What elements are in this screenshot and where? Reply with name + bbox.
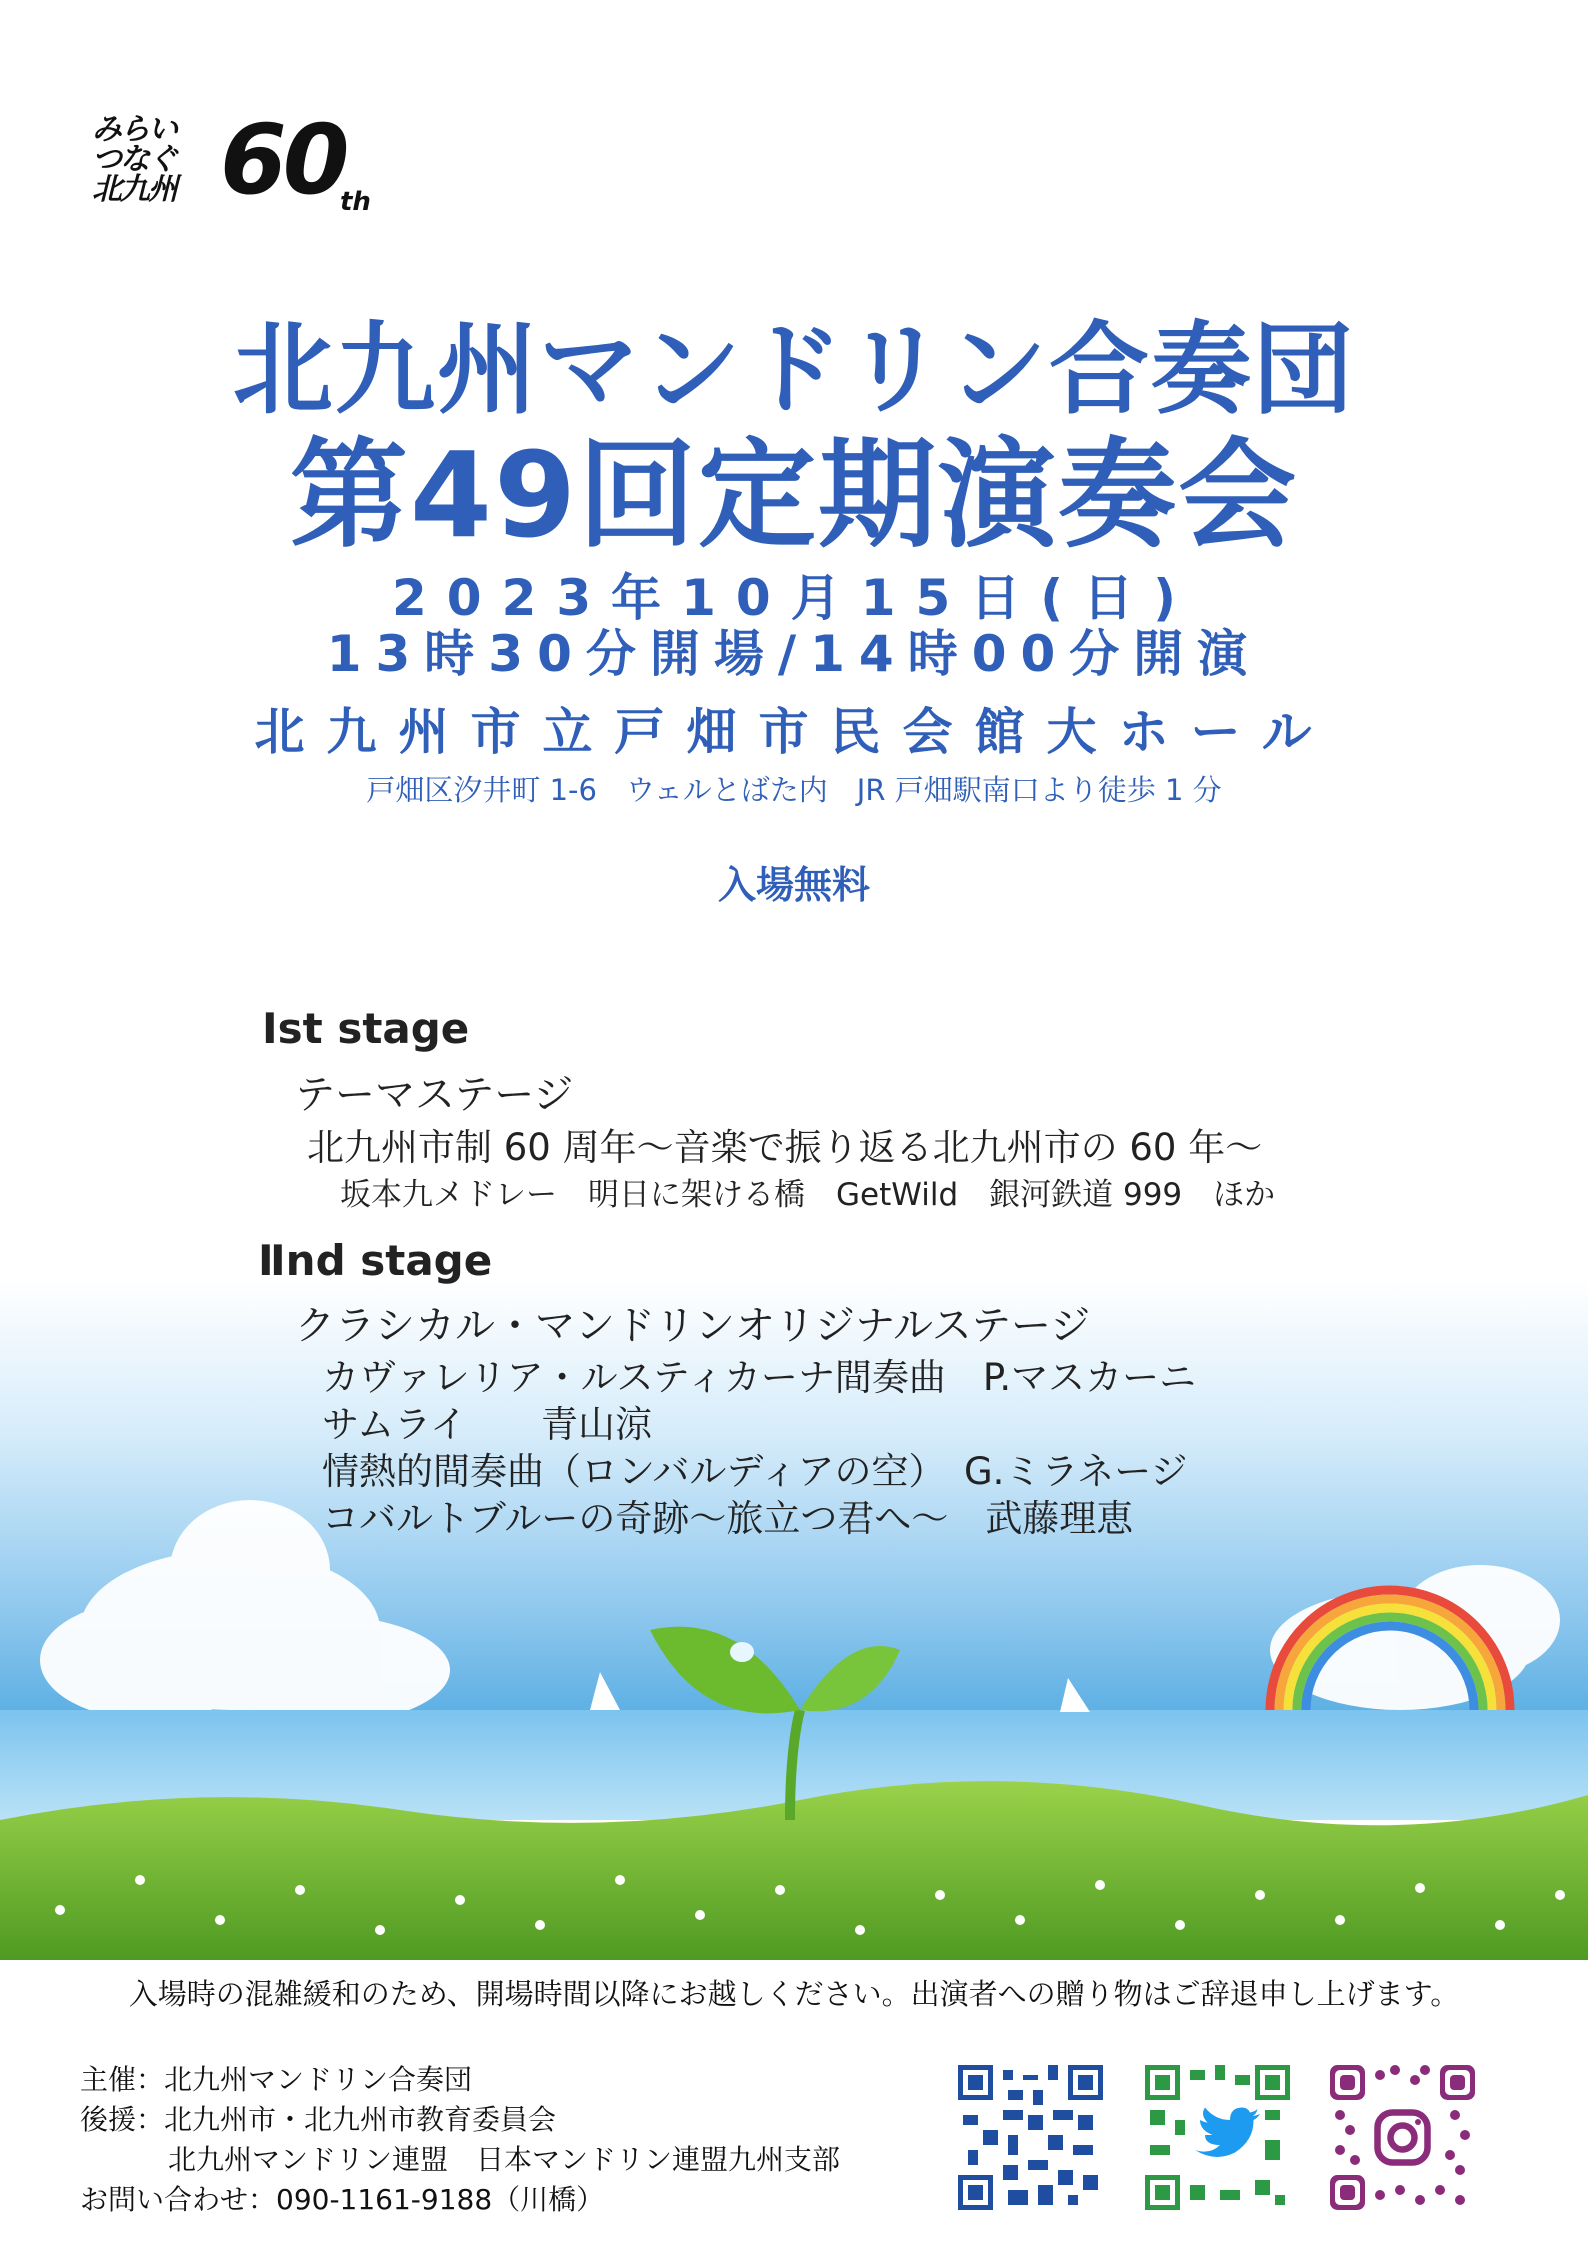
organizer: 主催：北九州マンドリン合奏団	[80, 2063, 473, 2096]
stage2-piece: 情熱的間奏曲（ロンバルディアの空） G.ミラネージ	[322, 1450, 1188, 1493]
footer-info	[80, 2060, 840, 2220]
stage2-piece: サムライ 青山涼	[322, 1403, 653, 1446]
support-line-2: 北九州マンドリン連盟 日本マンドリン連盟九州支部	[168, 2143, 841, 2176]
admission-label: 入場無料	[717, 863, 870, 907]
instagram-icon	[1378, 2113, 1428, 2163]
concert-date: 2023年10月15日(日)	[391, 569, 1197, 627]
contact: お問い合わせ：090-1161-9188（川橋）	[80, 2183, 605, 2216]
support-line-1: 後援：北九州市・北九州市教育委員会	[80, 2103, 557, 2136]
stage2-subtitle: クラシカル・マンドリンオリジナルステージ	[295, 1303, 1091, 1349]
concert-time: 13時30分開場/14時00分開演	[326, 625, 1262, 683]
stage2-piece: コバルトブルーの奇跡～旅立つ君へ～ 武藤理恵	[322, 1497, 1134, 1540]
stage1-heading: Ⅰst stage	[262, 1004, 470, 1053]
logo-text: みらい つなぐ 北九州	[92, 112, 176, 207]
anniversary-logo	[92, 105, 392, 225]
concert-title: 第49回定期演奏会	[289, 426, 1299, 564]
logo-number: 60	[220, 104, 346, 216]
venue-address: 戸畑区汐井町 1-6 ウェルとばた内 JR 戸畑駅南口より徒歩 1 分	[366, 773, 1222, 807]
stage1-pieces: 坂本九メドレー 明日に架ける橋 GetWild 銀河鉄道 999 ほか	[340, 1177, 1276, 1213]
qr-code-icon[interactable]	[958, 2065, 1103, 2210]
logo-suffix: th	[340, 187, 371, 217]
stage2-piece: カヴァレリア・ルスティカーナ間奏曲 P.マスカーニ	[322, 1356, 1197, 1399]
orchestra-name: 北九州マンドリン合奏団	[233, 311, 1355, 428]
stage1-theme: 北九州市制 60 周年～音楽で振り返る北九州市の 60 年～	[307, 1126, 1263, 1169]
twitter-qr-code[interactable]	[1145, 2065, 1290, 2210]
stage2-heading: Ⅱnd stage	[258, 1236, 493, 1285]
stage1-subtitle: テーマステージ	[295, 1072, 574, 1118]
instagram-qr-code[interactable]	[1330, 2065, 1475, 2210]
venue-name: 北九州市立戸畑市民会館大ホール	[254, 703, 1334, 761]
entry-notice: 入場時の混雑緩和のため、開場時間以降にお越しください。出演者への贈り物はご辞退申し上げます。	[128, 1977, 1460, 2011]
